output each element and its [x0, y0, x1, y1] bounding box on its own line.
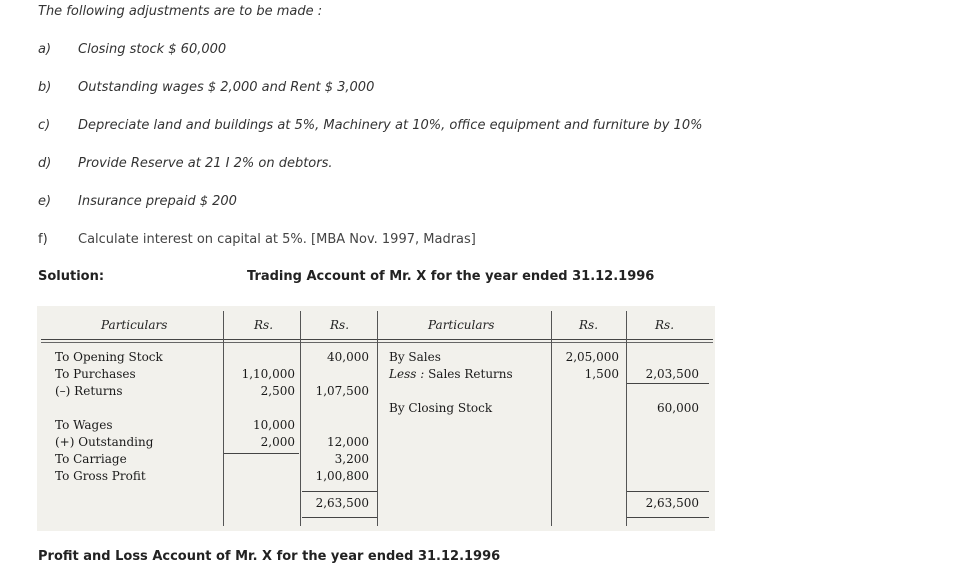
header-rs-1: Rs. [254, 318, 274, 332]
total-rule-right-top [627, 491, 709, 492]
left-particular: To Carriage [55, 452, 127, 466]
subtotal-rule-right [627, 383, 709, 384]
right-rs1-value: 1,500 [584, 367, 619, 381]
left-rs2-value: 1,00,800 [315, 469, 369, 483]
left-rs1-value: 2,000 [260, 435, 295, 449]
left-rs2-value: 40,000 [327, 350, 369, 364]
adjustment-a [38, 42, 226, 57]
left-total: 2,63,500 [315, 496, 369, 510]
header-particulars-right: Particulars [428, 318, 495, 332]
left-rs1-value: 1,10,000 [241, 367, 295, 381]
total-rule-left-bottom [302, 517, 377, 518]
left-particular: To Opening Stock [55, 350, 163, 364]
adjustment-text: Provide Reserve at 21 I 2% on debtors. [78, 156, 333, 171]
adjustment-text: Insurance prepaid $ 200 [78, 194, 237, 209]
right-rs1-value: 2,05,000 [565, 350, 619, 364]
right-rs2-value: 2,03,500 [645, 367, 699, 381]
adjustment-b [38, 80, 374, 95]
adjustment-text: Closing stock $ 60,000 [78, 42, 227, 57]
left-rs2-value: 12,000 [327, 435, 369, 449]
header-rs-2: Rs. [330, 318, 350, 332]
right-particular-closing-stock: By Closing Stock [389, 401, 493, 415]
header-particulars-left: Particulars [101, 318, 168, 332]
intro-text: The following adjustments are to be made : [38, 4, 323, 19]
header-rs-3: Rs. [579, 318, 599, 332]
column-rule [551, 311, 552, 526]
left-rs1-value: 10,000 [253, 418, 295, 432]
adjustment-letter: e) [38, 194, 52, 209]
subtotal-rule-left [224, 453, 299, 454]
left-particular: To Gross Profit [55, 469, 146, 483]
trading-account-table [37, 306, 715, 531]
left-particular: (+) Outstanding [55, 435, 154, 449]
right-total: 2,63,500 [645, 496, 699, 510]
left-particular: To Wages [55, 418, 113, 432]
sales-returns-label: Sales Returns [428, 367, 513, 381]
adjustment-f [38, 232, 476, 247]
less-label: Less : [389, 367, 425, 381]
total-rule-left-top [302, 491, 377, 492]
left-rs1-value: 2,500 [260, 384, 295, 398]
profit-loss-title: Profit and Loss Account of Mr. X for the year ended 31.12.1996 [38, 549, 501, 564]
adjustment-letter: b) [38, 80, 52, 95]
adjustment-c [38, 118, 702, 133]
right-rs2-value: 60,000 [657, 401, 699, 415]
column-rule [626, 311, 627, 526]
column-rule [223, 311, 224, 526]
adjustment-letter: a) [38, 42, 52, 57]
adjustment-letter: c) [38, 118, 51, 133]
column-rule [377, 311, 378, 526]
left-particular: (–) Returns [55, 384, 123, 398]
adjustment-letter: f) [38, 232, 48, 247]
column-rule [300, 311, 301, 526]
adjustment-text: Calculate interest on capital at 5%. [MBA Nov. 1997, Madras] [78, 232, 476, 247]
total-rule-right-bottom [627, 517, 709, 518]
adjustment-text: Depreciate land and buildings at 5%, Machinery at 10%, office equipment and furniture by 10% [78, 118, 703, 133]
adjustment-e [38, 194, 237, 209]
adjustment-text: Outstanding wages $ 2,000 and Rent $ 3,000 [78, 80, 375, 95]
left-rs2-value: 1,07,500 [315, 384, 369, 398]
header-rs-4: Rs. [655, 318, 675, 332]
solution-label: Solution: [38, 269, 105, 284]
left-particular: To Purchases [55, 367, 136, 381]
adjustment-letter: d) [38, 156, 52, 171]
trading-account-title: Trading Account of Mr. X for the year ended 31.12.1996 [247, 269, 655, 284]
right-particular-returns [389, 367, 513, 381]
adjustment-d [38, 156, 333, 171]
right-particular-sales: By Sales [389, 350, 441, 364]
left-rs2-value: 3,200 [334, 452, 369, 466]
